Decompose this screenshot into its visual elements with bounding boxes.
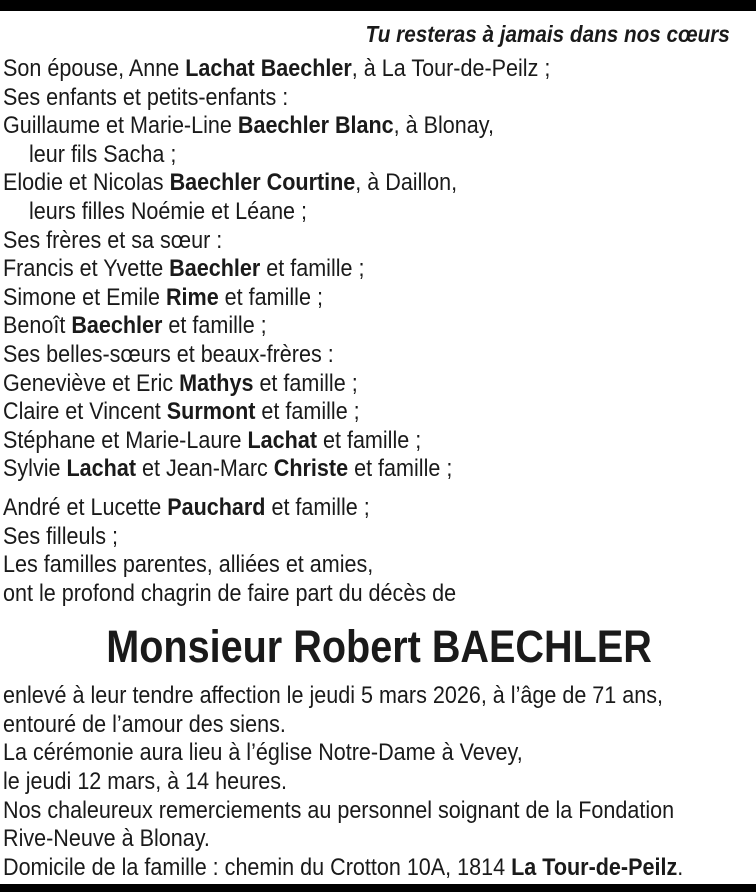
text-line: André et Lucette Pauchard et famille ; [3,493,370,521]
text-line: Ses frères et sa sœur : [3,226,223,254]
text-line: Domicile de la famille : chemin du Crotton 10A, 1814 La Tour-de-Peilz. [3,853,684,881]
text-line: Francis et Yvette Baechler et famille ; [3,255,365,283]
memorial-epigraph [3,20,756,48]
text-line: Benoît Baechler et famille ; [3,312,267,340]
family-acknowledgment-lines [3,55,756,608]
text-line: Ses filleuls ; [3,522,119,550]
text-line: Ses belles-sœurs et beaux-frères : [3,340,334,368]
top-border-rule [0,0,756,11]
text-line: La cérémonie aura lieu à l’église Notre-Dame à Vevey, [3,739,523,767]
obituary-notice [0,11,756,882]
deceased-name-text: Monsieur Robert BAECHLER [106,621,653,673]
text-line: entouré de l’amour des siens. [3,710,286,738]
text-line: enlevé à leur tendre affection le jeudi 5 mars 2026, à l’âge de 71 ans, [3,682,664,710]
text-line: leur fils Sacha ; [29,140,177,168]
deceased-name-title [3,620,756,674]
text-line: Simone et Emile Rime et famille ; [3,283,323,311]
text-line: Son épouse, Anne Lachat Baechler, à La Tour-de-Peilz ; [3,55,551,82]
bottom-border-rule [0,884,756,892]
text-line: Guillaume et Marie-Line Baechler Blanc, à Blonay, [3,112,494,140]
text-line: Stéphane et Marie-Laure Lachat et famille ; [3,426,422,454]
text-line: leurs filles Noémie et Léane ; [29,197,308,225]
text-line: Les familles parentes, alliées et amies, [3,551,374,579]
text-line: Rive-Neuve à Blonay. [3,825,210,853]
text-line: Elodie et Nicolas Baechler Courtine, à Daillon, [3,169,458,197]
text-line: le jeudi 12 mars, à 14 heures. [3,768,288,796]
text-line: Sylvie Lachat et Jean-Marc Christe et famille ; [3,455,453,483]
text-line: Ses enfants et petits-enfants : [3,83,289,111]
text-line: Nos chaleureux remerciements au personnel soignant de la Fondation [3,796,675,824]
text-line: Geneviève et Eric Mathys et famille ; [3,369,358,397]
text-line: ont le profond chagrin de faire part du décès de [3,579,457,607]
text-line: Claire et Vincent Surmont et famille ; [3,398,360,426]
memorial-epigraph-text: Tu resteras à jamais dans nos cœurs [365,21,730,47]
ceremony-details-lines [3,682,756,882]
